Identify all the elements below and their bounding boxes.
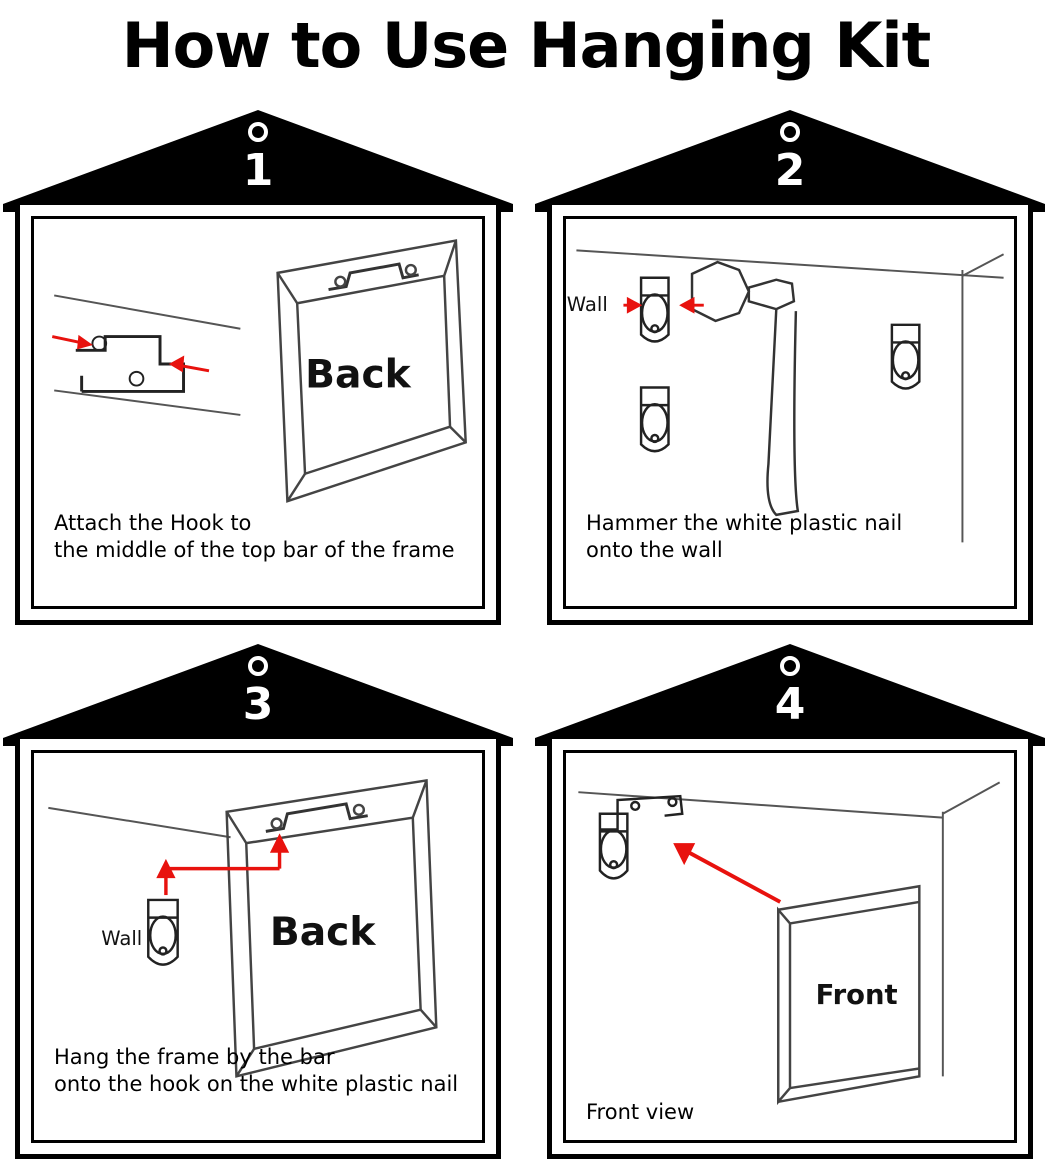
step-4-hole-icon [780,656,800,676]
page-title: How to Use Hanging Kit [121,9,931,82]
step-4-caption-line1: Front view [586,1100,695,1124]
steps-grid [0,104,1052,1171]
step-3-hole-icon [248,656,268,676]
step-4-number: 4 [774,679,806,730]
step-3-number: 3 [242,679,274,730]
step-panel-4 [535,638,1045,1171]
step-2-caption-line2: onto the wall [586,538,723,562]
step-1-frame-label: Back [305,352,411,398]
step-4-illustration-frame [547,734,1033,1159]
step-panel-2 [535,104,1045,637]
step-3-caption-line2: onto the hook on the white plastic nail [54,1072,459,1096]
step-panel-3 [3,638,513,1171]
step-2-hole-icon [780,122,800,142]
step-panel-1 [3,104,513,637]
step-2-illustration-frame [547,200,1033,625]
step-1-caption-line1: Attach the Hook to [54,511,252,535]
step-2-caption-line1: Hammer the white plastic nail [586,511,903,535]
step-3-wall-label: Wall [101,927,143,951]
step-3-caption [54,1044,470,1098]
step-4-artwork [566,753,1014,1140]
step-1-illustration-frame [15,200,501,625]
step-1-hole-icon [248,122,268,142]
step-2-number: 2 [774,145,806,196]
step-3-illustration-frame [15,734,501,1159]
step-2-wall-label: Wall [566,293,608,317]
step-1-number: 1 [242,145,274,196]
step-3-frame-label: Back [269,910,376,956]
step-4-caption [586,1099,1002,1126]
step-1-caption [54,510,470,564]
step-3-caption-line1: Hang the frame by the bar [54,1045,335,1069]
step-1-caption-line2: the middle of the top bar of the frame [54,538,455,562]
step-4-frame-label: Front [815,979,898,1011]
step-2-caption [586,510,1002,564]
